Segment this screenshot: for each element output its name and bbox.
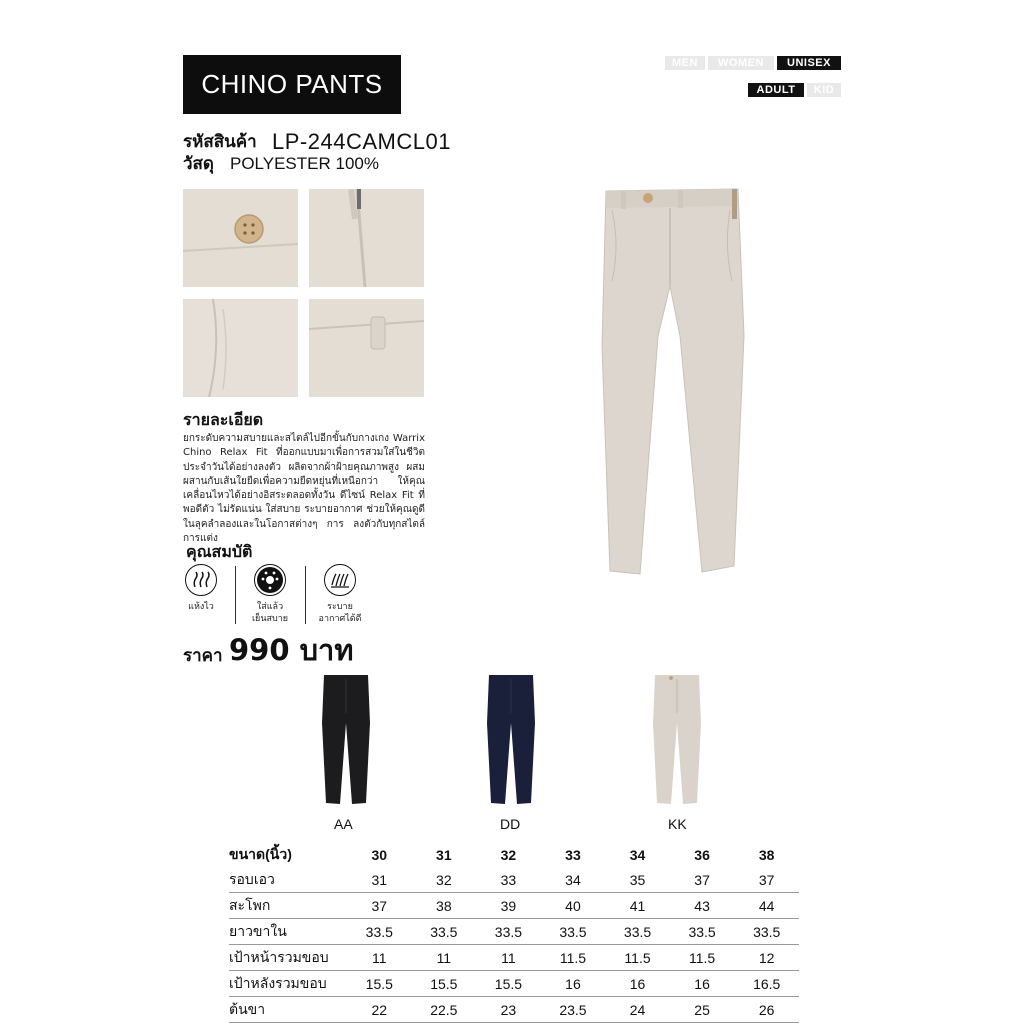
feature-divider (305, 566, 306, 624)
table-cell: 33.5 (670, 919, 735, 945)
row-label: เป้าหลังรวมขอบ (229, 971, 347, 997)
size-col: 30 (371, 846, 388, 863)
table-cell: 11 (347, 945, 412, 971)
table-cell: 24 (605, 997, 670, 1023)
detail-photo-zipper (309, 189, 424, 287)
table-cell: 33.5 (476, 919, 541, 945)
color-variant-kk-image[interactable] (651, 673, 703, 805)
feature-label-breathable: ระบาย อากาศได้ดี (318, 602, 362, 624)
table-cell: 33.5 (734, 919, 799, 945)
size-table (229, 842, 799, 1023)
table-cell: 39 (476, 893, 541, 919)
table-cell: 38 (412, 893, 477, 919)
row-label: สะโพก (229, 893, 347, 919)
table-cell: 11.5 (670, 945, 735, 971)
tag-men: MEN (665, 56, 705, 70)
material-label: วัสดุ (183, 154, 214, 174)
tag-adult: ADULT (748, 83, 804, 97)
table-row (229, 867, 799, 893)
table-cell: 33 (476, 867, 541, 893)
table-cell: 15.5 (476, 971, 541, 997)
page-title: CHINO PANTS (183, 55, 401, 114)
breathable-icon (324, 564, 356, 596)
table-cell: 41 (605, 893, 670, 919)
table-cell: 31 (347, 867, 412, 893)
color-code-aa: AA (334, 816, 353, 832)
table-cell: 23 (476, 997, 541, 1023)
color-code-kk: KK (668, 816, 687, 832)
table-cell: 33.5 (347, 919, 412, 945)
table-cell: 15.5 (347, 971, 412, 997)
table-cell: 25 (670, 997, 735, 1023)
color-variant-aa-image[interactable] (320, 673, 372, 805)
size-header-label: ขนาด(นิ้ว) (229, 845, 292, 862)
detail-photo-beltloop (309, 299, 424, 397)
table-cell: 22.5 (412, 997, 477, 1023)
size-col: 38 (758, 846, 775, 863)
size-col: 36 (694, 846, 710, 863)
table-cell: 23.5 (541, 997, 606, 1023)
table-row (229, 919, 799, 945)
table-cell: 11.5 (541, 945, 606, 971)
table-cell: 33.5 (541, 919, 606, 945)
row-label: รอบเอว (229, 867, 347, 893)
detail-photo-pocket (183, 299, 298, 397)
table-cell: 37 (670, 867, 735, 893)
table-cell: 16 (670, 971, 735, 997)
table-cell: 11.5 (605, 945, 670, 971)
size-col: 31 (436, 846, 452, 863)
table-cell: 35 (605, 867, 670, 893)
table-cell: 11 (476, 945, 541, 971)
table-cell: 12 (734, 945, 799, 971)
quick-dry-icon (185, 564, 217, 596)
table-row (229, 945, 799, 971)
main-product-image (596, 186, 748, 581)
table-row (229, 971, 799, 997)
table-cell: 40 (541, 893, 606, 919)
table-cell: 32 (412, 867, 477, 893)
table-cell: 43 (670, 893, 735, 919)
table-cell: 34 (541, 867, 606, 893)
color-code-dd: DD (500, 816, 521, 832)
material-value: POLYESTER 100% (230, 154, 379, 173)
table-row (229, 893, 799, 919)
table-cell: 16 (605, 971, 670, 997)
comfort-icon (254, 564, 286, 596)
price-value: 990 บาท (229, 633, 354, 667)
table-cell: 22 (347, 997, 412, 1023)
details-text: ยกระดับความสบายและสไตล์ไปอีกขั้นกับกางเกง Warrix Chino Relax Fit ที่ออกแบบมาเพื่อการสวมใส่ในชีวิตประจำวันได้อย่างลงตัว ผลิตจากผ้าฝ้ายคุณภาพสูง ผสมผสานกับเส้นใยยืดเพื่อความยืดหยุ่นที่เหนือกว่า ให้คุณเคลื่อนไหวได้อย่างอิสระตลอดทั้งวัน ดีไซน์ Relax Fit ที่พอดีตัว ไม่รัดแน่น ใส่สบาย ระบายอากาศ ช่วยให้คุณดูดีในลุคลำลองและในโอกาสต่างๆ การ ลงตัวกับทุกสไตล์การแต่ง (183, 433, 425, 545)
tag-women: WOMEN (708, 56, 774, 70)
tag-kid: KID (807, 83, 841, 97)
row-label: เป้าหน้ารวมขอบ (229, 945, 347, 971)
product-code-label: รหัสสินค้า (183, 132, 257, 152)
tag-unisex: UNISEX (777, 56, 841, 70)
size-col: 34 (629, 846, 646, 863)
details-heading: รายละเอียด (183, 410, 264, 429)
table-cell: 15.5 (412, 971, 477, 997)
color-variant-dd-image[interactable] (485, 673, 537, 805)
row-label: ยาวขาใน (229, 919, 347, 945)
table-cell: 16 (541, 971, 606, 997)
size-col: 32 (500, 846, 517, 863)
table-cell: 37 (347, 893, 412, 919)
table-cell: 33.5 (605, 919, 670, 945)
size-col: 33 (565, 846, 581, 863)
feature-divider (235, 566, 236, 624)
table-row (229, 997, 799, 1023)
table-cell: 37 (734, 867, 799, 893)
detail-photo-button (183, 189, 298, 287)
feature-label-comfort: ใส่แล้ว เย็นสบาย (251, 602, 289, 624)
feature-label-quick-dry: แห้งไว (188, 602, 214, 612)
product-code: LP-244CAMCL01 (272, 129, 451, 154)
table-cell: 11 (412, 945, 477, 971)
table-cell: 44 (734, 893, 799, 919)
price-label: ราคา (183, 646, 223, 666)
row-label: ต้นขา (229, 997, 347, 1023)
size-table-header (229, 842, 799, 867)
table-cell: 16.5 (734, 971, 799, 997)
table-cell: 26 (734, 997, 799, 1023)
table-cell: 33.5 (412, 919, 477, 945)
features-heading: คุณสมบัติ (186, 542, 253, 561)
